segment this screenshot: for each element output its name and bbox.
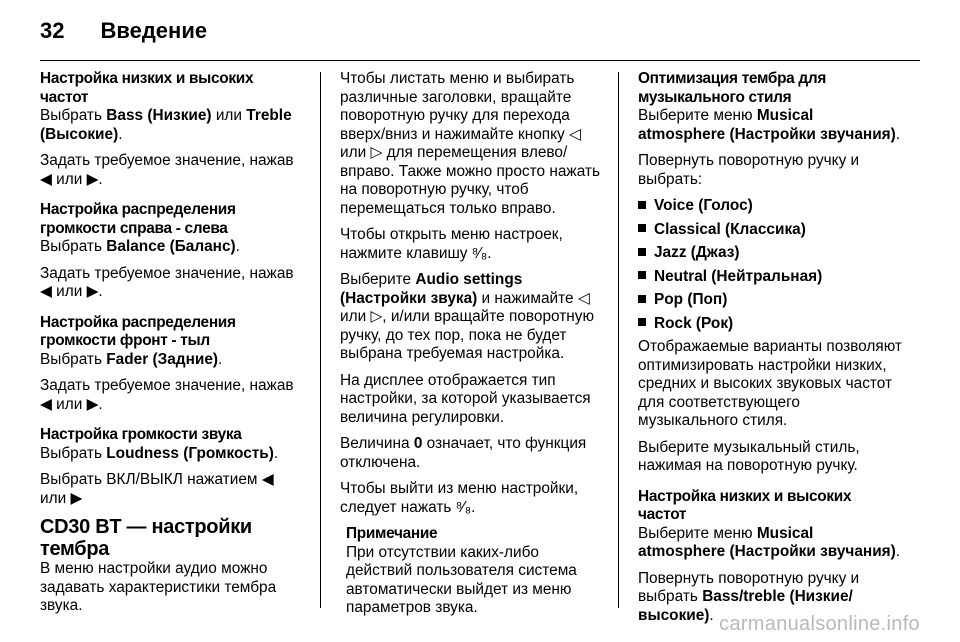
paragraph: Выбрать Loudness (Громкость). xyxy=(40,444,279,462)
paragraph: Отображаемые варианты позволяют оптимизировать настройки низких, средних и высоких звуковых частот для соответствующего музыкального стиля. xyxy=(638,338,902,429)
bullet-icon xyxy=(638,318,646,326)
watermark: carmanualsonline.info xyxy=(719,613,920,635)
paragraph: Выбрать Balance (Баланс). xyxy=(40,238,240,255)
page-number: 32 xyxy=(40,18,65,43)
paragraph: Выберите Audio settings (Настройки звука) и нажимайте ◁ или ▷, и/или вращайте поворотную ручку, до тех пор, пока не будет выбрана требуемая настройка. xyxy=(340,271,595,362)
bullet-icon xyxy=(638,224,646,232)
note-title: Примечание xyxy=(346,525,438,542)
paragraph: Чтобы открыть меню настроек, нажмите клавишу ⁸⁄₈. xyxy=(340,226,563,262)
chapter-title: CD30 BT — настройки тембра xyxy=(40,516,252,560)
bullet-icon xyxy=(638,271,646,279)
paragraph: На дисплее отображается тип настройки, за которой указывается величина регулировки. xyxy=(340,371,591,426)
bullet-icon xyxy=(638,201,646,209)
list-item: Rock (Рок) xyxy=(638,315,902,334)
paragraph: Величина 0 означает, что функция отключена. xyxy=(340,435,587,471)
list-item: Pop (Поп) xyxy=(638,291,902,310)
page-header xyxy=(40,18,207,44)
section-title: Настройка громкости звука xyxy=(40,426,242,443)
paragraph: Выбрать ВКЛ/ВЫКЛ нажатием ◀ или ▶ xyxy=(40,471,274,507)
paragraph: Чтобы листать меню и выбирать различные заголовки, вращайте поворотную ручку для перехода вверх/вниз и нажимайте кнопку ◁ или ▷ для перемещения влево/вправо. Также можно просто нажать на поворотную ручку, чтоб перемещаться только вправо. xyxy=(340,70,600,217)
paragraph: В меню настройки аудио можно задавать характеристики тембра звука. xyxy=(40,560,277,614)
header-rule xyxy=(40,60,920,61)
note-text: При отсутствии каких-либо действий пользователя система автоматически выйдет из меню параметров звука. xyxy=(346,543,577,616)
paragraph: Повернуть поворотную ручку и выбрать: xyxy=(638,152,860,188)
paragraph: Выберите меню Musical atmosphere (Настройки звучания). xyxy=(638,107,901,143)
paragraph: Чтобы выйти из меню настройки, следует нажать ⁸⁄₈. xyxy=(340,480,579,516)
section-title: Настройка низких и высоких частот xyxy=(638,487,852,523)
list-item: Jazz (Джаз) xyxy=(638,244,902,263)
column-divider xyxy=(618,72,619,608)
section-title: Настройка распределения громкости справа - слева xyxy=(40,201,236,237)
section-title: Оптимизация тембра для музыкального стиля xyxy=(638,70,827,106)
bullet-icon xyxy=(638,295,646,303)
bullet-icon xyxy=(638,248,646,256)
section-title: Настройка низких и высоких частот xyxy=(40,70,254,106)
paragraph: Выберите меню Musical atmosphere (Настройки звучания). xyxy=(638,524,901,560)
list-item: Neutral (Нейтральная) xyxy=(638,268,902,287)
paragraph: Задать требуемое значение, нажав ◀ или ▶. xyxy=(40,264,294,300)
paragraph: Задать требуемое значение, нажав ◀ или ▶. xyxy=(40,152,294,188)
column-1 xyxy=(40,70,302,624)
paragraph: Выбрать Bass (Низкие) или Treble (Высокие). xyxy=(40,107,292,143)
column-divider xyxy=(320,72,321,608)
list-item: Voice (Голос) xyxy=(638,197,902,216)
section-title: Настройка распределения громкости фронт - тыл xyxy=(40,313,236,349)
list-item: Classical (Классика) xyxy=(638,221,902,240)
paragraph: Выбрать Fader (Задние). xyxy=(40,350,223,368)
paragraph: Задать требуемое значение, нажав ◀ или ▶. xyxy=(40,377,294,413)
column-3 xyxy=(638,70,902,633)
note-box xyxy=(346,525,602,618)
page-title: Введение xyxy=(100,18,208,43)
paragraph: Повернуть поворотную ручку и выбрать Bass/treble (Низкие/высокие). xyxy=(638,569,860,624)
column-2 xyxy=(340,70,602,618)
paragraph: Выберите музыкальный стиль, нажимая на поворотную ручку. xyxy=(638,438,860,474)
